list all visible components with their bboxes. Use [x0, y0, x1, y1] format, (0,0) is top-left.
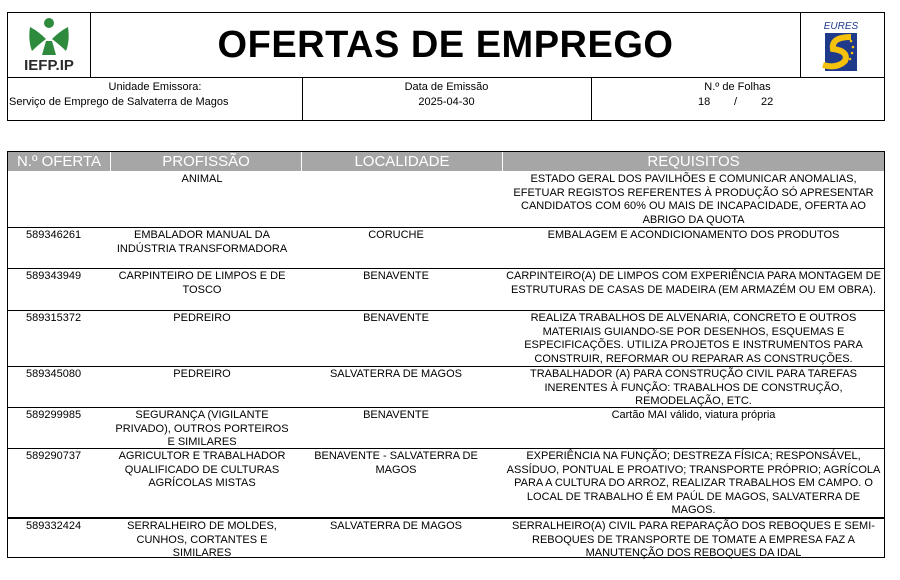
requirements: Cartão MAI válido, viatura própria — [611, 409, 776, 421]
profession: SEGURANÇA (VIGILANTE PRIVADO), OUTROS PORTEIROS E SIMILARES — [115, 409, 289, 448]
column-header-location: LOCALIDADE — [302, 152, 503, 171]
location: BENAVENTE - SALVATERRA DE MAGOS — [314, 450, 478, 476]
profession: AGRICULTOR E TRABALHADOR QUALIFICADO DE CULTURAS AGRÍCOLAS MISTAS — [118, 450, 286, 489]
page-title: OFERTAS DE EMPREGO — [217, 23, 674, 66]
eures-logo-text: EURES — [823, 21, 859, 32]
profession: SERRALHEIRO DE MOLDES, CUNHOS, CORTANTES E SIMILARES — [127, 520, 277, 559]
offer-number: 589332424 — [26, 520, 82, 532]
offer-number: 589299985 — [26, 409, 82, 421]
table-row — [8, 367, 884, 407]
issuing-unit-value: Serviço de Emprego de Salvaterra de Magos — [9, 96, 229, 108]
table-row — [8, 269, 884, 310]
location: SALVATERRA DE MAGOS — [329, 520, 463, 532]
document-header — [7, 12, 885, 78]
location: BENAVENTE — [363, 312, 429, 324]
offer-number: 589346261 — [26, 229, 82, 241]
offer-number: 589315372 — [26, 312, 82, 324]
eures-emblem-icon — [815, 19, 867, 73]
iefp-logo — [8, 13, 91, 77]
sheet-current: 18 — [698, 96, 711, 108]
location: SALVATERRA DE MAGOS — [329, 368, 463, 380]
issuing-unit-label: Unidade Emissora: — [108, 81, 202, 93]
requirements: EXPERIÊNCIA NA FUNÇÃO; DESTREZA FÍSICA; RESPONSÁVEL, ASSÍDUO, PONTUAL E PROATIVO; TRANSPORTE PRÓPRIO; AGRÍCOLA PARA A CULTURA DO ARROZ, REALIZAR TRABALHOS EM CAMPO. O LOCAL DE TRABALHO É EM PAÚL DE MAGOS, SALVATERRA DE MAGOS. — [506, 450, 881, 516]
eures-logo — [800, 13, 884, 77]
profession: PEDREIRO — [173, 368, 231, 380]
job-offers-table — [7, 151, 885, 558]
offer-number: 589290737 — [26, 450, 82, 462]
offer-number: 589343949 — [26, 270, 82, 282]
location: BENAVENTE — [363, 270, 429, 282]
requirements: ESTADO GERAL DOS PAVILHÕES E COMUNICAR ANOMALIAS, EFETUAR REGISTOS REFERENTES À PRODUÇÃO SÓ APRESENTAR CANDIDATOS COM 60% OU MAIS DE INCAPACIDADE, OFERTA AO ABRIGO DA QUOTA — [513, 173, 874, 226]
requirements: TRABALHADOR (A) PARA CONSTRUÇÃO CIVIL PARA TAREFAS INERENTES À FUNÇÃO: TRABALHOS DE CONSTRUÇÃO, REMODELAÇÃO, ETC. — [529, 368, 857, 407]
column-header-requirements: REQUISITOS — [503, 152, 884, 171]
requirements: REALIZA TRABALHOS DE ALVENARIA, CONCRETO E OUTROS MATERIAIS GUIANDO-SE POR DESENHOS, ESQUEMAS E ESPECIFICAÇÕES. UTILIZA PROJETOS E INSTRUMENTOS PARA CONSTRUIR, REFORMAR OU REPARAR AS CONSTRUÇÕES. — [524, 312, 863, 365]
table-row — [8, 311, 884, 366]
column-header-offer-number: N.º OFERTA — [8, 152, 111, 171]
iefp-emblem-icon — [26, 17, 72, 57]
table-row — [8, 449, 884, 517]
issue-date-value: 2025-04-30 — [418, 96, 475, 108]
offer-number: 589345080 — [26, 368, 82, 380]
issue-date-label: Data de Emissão — [404, 81, 489, 93]
location: BENAVENTE — [363, 409, 429, 421]
profession: CARPINTEIRO DE LIMPOS E DE TOSCO — [118, 270, 286, 296]
table-row — [8, 408, 884, 448]
profession: ANIMAL — [181, 173, 223, 185]
table-row — [8, 172, 884, 227]
issue-date — [302, 78, 592, 120]
sheet-count — [591, 78, 884, 120]
sheet-separator: / — [734, 96, 738, 108]
location: CORUCHE — [368, 229, 424, 241]
table-row — [8, 228, 884, 268]
sheet-count-label: N.º de Folhas — [704, 81, 771, 93]
profession: PEDREIRO — [173, 312, 231, 324]
sheet-total: 22 — [761, 96, 774, 108]
requirements: SERRALHEIRO(A) CIVIL PARA REPARAÇÃO DOS REBOQUES E SEMI-REBOQUES DE TRANSPORTE DE TOMATE A EMPRESA FAZ A MANUTENÇÃO DOS REBOQUES DA IDAL — [512, 520, 875, 559]
requirements: CARPINTEIRO(A) DE LIMPOS COM EXPERIÊNCIA PARA MONTAGEM DE ESTRUTURAS DE CASAS DE MADEIRA (EM ARMAZÉM OU EM OBRA). — [506, 270, 881, 296]
issue-info — [7, 78, 885, 121]
requirements: EMBALAGEM E ACONDICIONAMENTO DOS PRODUTOS — [547, 229, 840, 241]
table-row — [8, 519, 884, 559]
profession: EMBALADOR MANUAL DA INDÚSTRIA TRANSFORMADORA — [116, 229, 288, 255]
issuing-unit — [8, 78, 303, 120]
iefp-logo-text: IEFP.IP — [24, 57, 74, 74]
column-header-profession: PROFISSÃO — [111, 152, 302, 171]
